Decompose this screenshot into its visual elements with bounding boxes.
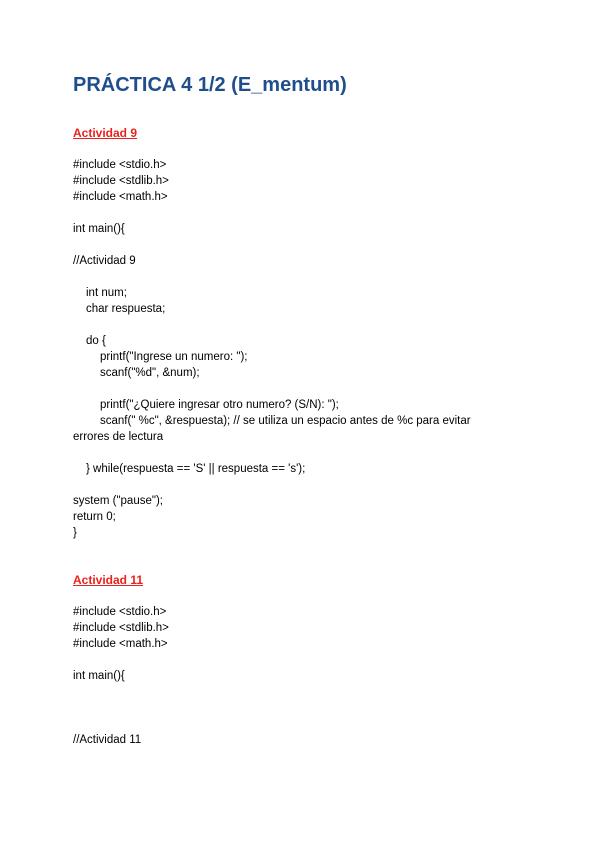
code-line: char respuesta; xyxy=(86,303,166,315)
code-line: #include <stdio.h> xyxy=(73,159,167,171)
code-line: #include <stdlib.h> xyxy=(73,175,169,187)
section-heading-actividad-9: Actividad 9 xyxy=(73,126,138,140)
code-line: } xyxy=(73,527,77,539)
code-line: do { xyxy=(86,335,106,347)
code-line: scanf("%d", &num); xyxy=(100,367,200,379)
code-line: #include <math.h> xyxy=(73,638,168,650)
code-comment: //Actividad 9 xyxy=(73,255,136,267)
code-line: #include <stdio.h> xyxy=(73,606,167,618)
code-line: printf("¿Quiere ingresar otro numero? (S/N): "); xyxy=(100,399,339,411)
code-comment: //Actividad 11 xyxy=(73,734,142,746)
code-line: #include <math.h> xyxy=(73,191,168,203)
code-line-wrap: errores de lectura xyxy=(73,431,164,443)
code-line: printf("Ingrese un numero: "); xyxy=(100,351,248,363)
code-line: system ("pause"); xyxy=(73,495,163,507)
code-line: return 0; xyxy=(73,511,116,523)
code-line: scanf(" %c", &respuesta); // se utiliza un espacio antes de %c para evitar xyxy=(100,415,471,427)
code-line: #include <stdlib.h> xyxy=(73,622,169,634)
code-line: } while(respuesta == 'S' || respuesta == 's'); xyxy=(86,463,306,475)
code-line: int main(){ xyxy=(73,223,125,235)
code-line: int main(){ xyxy=(73,670,125,682)
section-heading-actividad-11: Actividad 11 xyxy=(73,573,144,587)
page-title: PRÁCTICA 4 1/2 (E_mentum) xyxy=(73,74,347,96)
code-line: int num; xyxy=(86,287,127,299)
